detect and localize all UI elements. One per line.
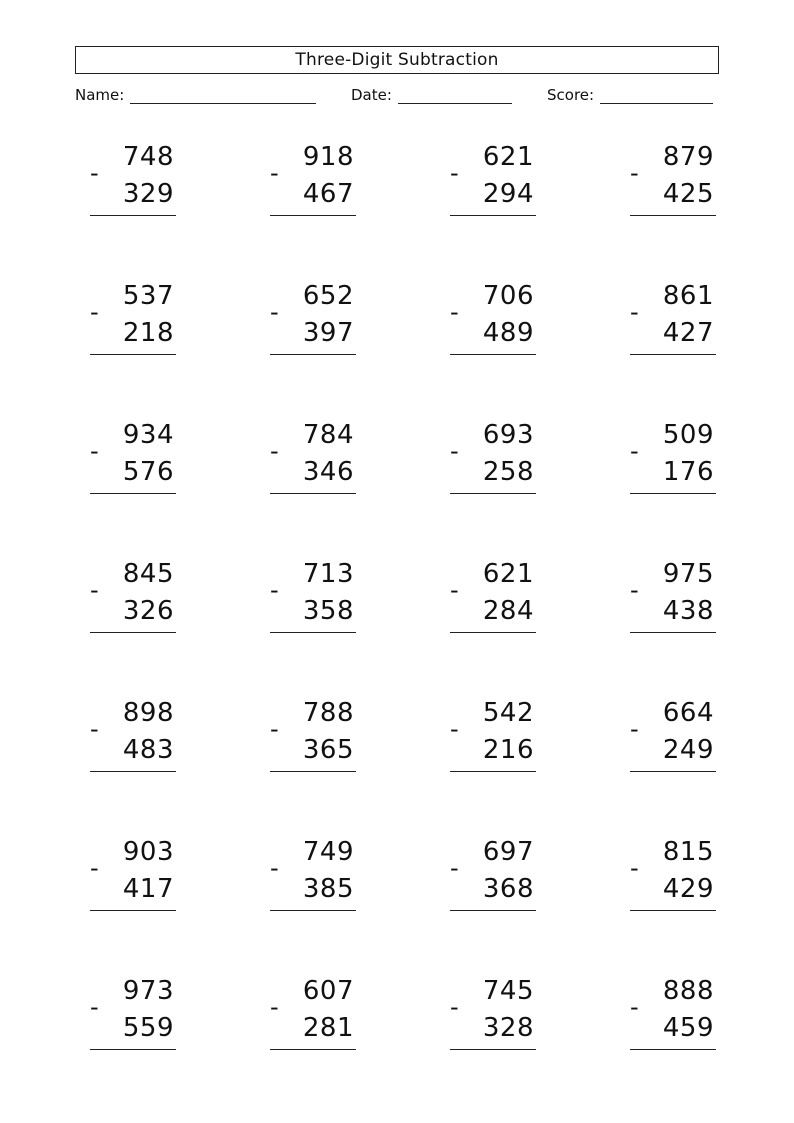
subtrahend: 329 <box>122 179 174 209</box>
minus-sign: - <box>630 993 639 1021</box>
minuend: 706 <box>482 281 534 311</box>
answer-line[interactable] <box>90 910 176 911</box>
subtrahend: 346 <box>302 457 354 487</box>
minuend: 509 <box>662 420 714 450</box>
answer-line[interactable] <box>450 493 536 494</box>
date-field[interactable] <box>351 86 512 104</box>
answer-line[interactable] <box>630 771 716 772</box>
subtrahend: 427 <box>662 318 714 348</box>
subtrahend: 438 <box>662 596 714 626</box>
minus-sign: - <box>450 854 459 882</box>
minuend: 652 <box>302 281 354 311</box>
problem <box>270 420 360 494</box>
minus-sign: - <box>450 993 459 1021</box>
name-label: Name: <box>75 86 125 104</box>
answer-line[interactable] <box>630 215 716 216</box>
answer-line[interactable] <box>270 493 356 494</box>
answer-line[interactable] <box>630 354 716 355</box>
minus-sign: - <box>450 298 459 326</box>
minuend: 537 <box>122 281 174 311</box>
minus-sign: - <box>270 854 279 882</box>
problem <box>270 698 360 772</box>
minus-sign: - <box>90 437 99 465</box>
answer-line[interactable] <box>450 632 536 633</box>
problem <box>450 976 540 1050</box>
minus-sign: - <box>450 437 459 465</box>
answer-line[interactable] <box>270 910 356 911</box>
minuend: 784 <box>302 420 354 450</box>
subtrahend: 459 <box>662 1013 714 1043</box>
subtrahend: 326 <box>122 596 174 626</box>
minuend: 697 <box>482 837 534 867</box>
problem <box>90 559 180 633</box>
minuend: 607 <box>302 976 354 1006</box>
problem <box>270 142 360 216</box>
minus-sign: - <box>90 715 99 743</box>
minuend: 749 <box>302 837 354 867</box>
answer-line[interactable] <box>450 215 536 216</box>
header-info-row <box>75 86 719 108</box>
minus-sign: - <box>630 715 639 743</box>
minuend: 888 <box>662 976 714 1006</box>
subtrahend: 258 <box>482 457 534 487</box>
answer-line[interactable] <box>90 493 176 494</box>
problem <box>630 420 720 494</box>
subtrahend: 176 <box>662 457 714 487</box>
minus-sign: - <box>270 715 279 743</box>
answer-line[interactable] <box>90 1049 176 1050</box>
problem <box>450 837 540 911</box>
problem <box>630 698 720 772</box>
answer-line[interactable] <box>630 1049 716 1050</box>
problem <box>90 837 180 911</box>
minus-sign: - <box>90 993 99 1021</box>
minus-sign: - <box>270 437 279 465</box>
subtrahend: 365 <box>302 735 354 765</box>
problem <box>270 281 360 355</box>
minuend: 748 <box>122 142 174 172</box>
subtrahend: 281 <box>302 1013 354 1043</box>
score-label: Score: <box>547 86 595 104</box>
minuend: 745 <box>482 976 534 1006</box>
subtrahend: 328 <box>482 1013 534 1043</box>
minus-sign: - <box>630 298 639 326</box>
answer-line[interactable] <box>450 1049 536 1050</box>
minus-sign: - <box>90 576 99 604</box>
minus-sign: - <box>270 576 279 604</box>
answer-line[interactable] <box>450 354 536 355</box>
answer-line[interactable] <box>270 771 356 772</box>
minuend: 664 <box>662 698 714 728</box>
answer-line[interactable] <box>90 215 176 216</box>
minus-sign: - <box>90 159 99 187</box>
minus-sign: - <box>270 159 279 187</box>
problem <box>90 698 180 772</box>
subtrahend: 489 <box>482 318 534 348</box>
subtrahend: 358 <box>302 596 354 626</box>
minuend: 903 <box>122 837 174 867</box>
subtrahend: 429 <box>662 874 714 904</box>
date-label: Date: <box>351 86 392 104</box>
subtrahend: 483 <box>122 735 174 765</box>
subtrahend: 576 <box>122 457 174 487</box>
problem <box>450 559 540 633</box>
answer-line[interactable] <box>90 632 176 633</box>
minuend: 861 <box>662 281 714 311</box>
minuend: 898 <box>122 698 174 728</box>
problem <box>270 559 360 633</box>
minus-sign: - <box>450 576 459 604</box>
subtrahend: 216 <box>482 735 534 765</box>
answer-line[interactable] <box>270 354 356 355</box>
minus-sign: - <box>90 298 99 326</box>
minuend: 621 <box>482 142 534 172</box>
problem <box>630 559 720 633</box>
subtrahend: 294 <box>482 179 534 209</box>
subtrahend: 559 <box>122 1013 174 1043</box>
name-blank-line[interactable] <box>130 89 316 104</box>
answer-line[interactable] <box>270 215 356 216</box>
minuend: 934 <box>122 420 174 450</box>
minuend: 879 <box>662 142 714 172</box>
minuend: 845 <box>122 559 174 589</box>
problem <box>450 420 540 494</box>
minuend: 815 <box>662 837 714 867</box>
subtrahend: 249 <box>662 735 714 765</box>
minuend: 788 <box>302 698 354 728</box>
minus-sign: - <box>630 437 639 465</box>
problem <box>630 142 720 216</box>
problem <box>90 976 180 1050</box>
minuend: 621 <box>482 559 534 589</box>
answer-line[interactable] <box>270 632 356 633</box>
subtrahend: 417 <box>122 874 174 904</box>
minuend: 713 <box>302 559 354 589</box>
problem <box>630 976 720 1050</box>
minuend: 542 <box>482 698 534 728</box>
name-field[interactable] <box>75 86 316 104</box>
problem <box>270 837 360 911</box>
problem <box>90 281 180 355</box>
minus-sign: - <box>270 993 279 1021</box>
minus-sign: - <box>630 576 639 604</box>
problem <box>630 837 720 911</box>
subtrahend: 284 <box>482 596 534 626</box>
minuend: 973 <box>122 976 174 1006</box>
subtrahend: 397 <box>302 318 354 348</box>
subtrahend: 425 <box>662 179 714 209</box>
problem <box>450 142 540 216</box>
problem <box>270 976 360 1050</box>
subtrahend: 385 <box>302 874 354 904</box>
score-blank-line[interactable] <box>600 89 713 104</box>
answer-line[interactable] <box>630 632 716 633</box>
answer-line[interactable] <box>90 771 176 772</box>
subtrahend: 218 <box>122 318 174 348</box>
subtrahend: 467 <box>302 179 354 209</box>
problem <box>450 281 540 355</box>
minus-sign: - <box>450 715 459 743</box>
worksheet-title: Three-Digit Subtraction <box>75 46 719 74</box>
minus-sign: - <box>630 854 639 882</box>
answer-line[interactable] <box>270 1049 356 1050</box>
score-field[interactable] <box>547 86 713 104</box>
subtrahend: 368 <box>482 874 534 904</box>
answer-line[interactable] <box>90 354 176 355</box>
minus-sign: - <box>270 298 279 326</box>
minus-sign: - <box>630 159 639 187</box>
answer-line[interactable] <box>630 910 716 911</box>
problem <box>630 281 720 355</box>
minus-sign: - <box>90 854 99 882</box>
minuend: 918 <box>302 142 354 172</box>
minus-sign: - <box>450 159 459 187</box>
answer-line[interactable] <box>630 493 716 494</box>
minuend: 975 <box>662 559 714 589</box>
date-blank-line[interactable] <box>398 89 512 104</box>
problem <box>90 420 180 494</box>
answer-line[interactable] <box>450 771 536 772</box>
answer-line[interactable] <box>450 910 536 911</box>
problem <box>90 142 180 216</box>
problem <box>450 698 540 772</box>
minuend: 693 <box>482 420 534 450</box>
